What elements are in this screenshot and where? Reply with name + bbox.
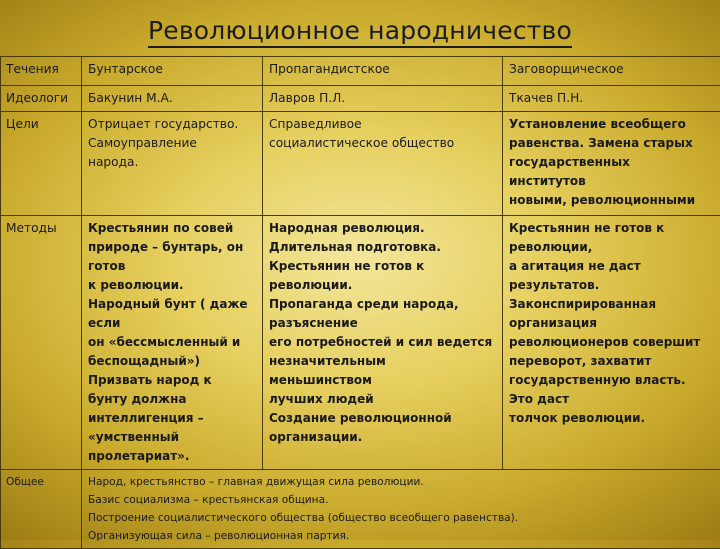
cell-line: бунту должна [88,390,257,409]
cell-line: «умственный [88,428,257,447]
row-label-methods: Методы [1,216,82,470]
goals-propagandistskoe [263,112,503,216]
cell-line: беспощадный») [88,352,257,371]
cell-line: государственных [509,153,715,172]
slide-title [0,16,720,45]
cell-line: социалистическое общество [269,134,497,153]
cell-line: Народный бунт ( даже [88,295,257,314]
cell-line: революции. [269,276,497,295]
cell-line: Крестьянин не готов к [509,219,715,238]
narodnichestvo-table [0,56,720,549]
ideologue-bakunin: Бакунин М.А. [82,86,263,112]
cell-line: организации. [269,428,497,447]
cell-line: организация [509,314,715,333]
slide-title-text: Революционное народничество [148,16,572,48]
cell-line: народа. [88,153,257,172]
header-cell-propagandistskoe: Пропагандистское [263,57,503,86]
cell-line: переворот, захватит [509,352,715,371]
cell-line: Крестьянин по совей [88,219,257,238]
cell-line: его потребностей и сил ведется [269,333,497,352]
cell-line: незначительным [269,352,497,371]
cell-line: революции, [509,238,715,257]
cell-line: равенства. Замена старых [509,134,715,153]
table-row-ideologues [1,86,720,112]
methods-propagandistskoe [263,216,503,470]
cell-line: к революции. [88,276,257,295]
header-cell-buntarskoe: Бунтарское [82,57,263,86]
row-label-general: Общее [1,470,82,549]
cell-line: толчок революции. [509,409,715,428]
general-summary [82,470,720,549]
cell-line: готов [88,257,257,276]
table-row-general [1,470,720,549]
cell-line: Отрицает государство. [88,115,257,134]
cell-line: Длительная подготовка. [269,238,497,257]
goals-buntarskoe [82,112,263,216]
ideologue-tkachev: Ткачев П.Н. [503,86,720,112]
cell-line: природе – бунтарь, он [88,238,257,257]
row-label-ideologues: Идеологи [1,86,82,112]
cell-line: Призвать народ к [88,371,257,390]
cell-line: Народная революция. [269,219,497,238]
cell-line: результатов. [509,276,715,295]
cell-line: Народ, крестьянство – главная движущая сила революции. [88,473,715,491]
row-label-currents: Течения [1,57,82,86]
table-row-goals [1,112,720,216]
cell-line: государственную власть. [509,371,715,390]
cell-line: пролетариат». [88,447,257,466]
ideologue-lavrov: Лавров П.Л. [263,86,503,112]
cell-line: если [88,314,257,333]
cell-line: а агитация не даст [509,257,715,276]
cell-line: меньшинством [269,371,497,390]
cell-line: Справедливое [269,115,497,134]
cell-line: Создание революционной [269,409,497,428]
cell-line: Пропаганда среди народа, [269,295,497,314]
cell-line: разъяснение [269,314,497,333]
table-row-header [1,57,720,86]
cell-line: Базис социализма – крестьянская община. [88,491,715,509]
cell-line: Крестьянин не готов к [269,257,497,276]
cell-line: Построение социалистического общества (общество всеобщего равенства). [88,509,715,527]
cell-line: Это даст [509,390,715,409]
cell-line: он «бессмысленный и [88,333,257,352]
goals-zagovorshcheskoe [503,112,720,216]
header-cell-zagovorshcheskoe: Заговорщическое [503,57,720,86]
cell-line: Установление всеобщего [509,115,715,134]
cell-line: лучших людей [269,390,497,409]
methods-zagovorshcheskoe [503,216,720,470]
cell-line: Организующая сила – революционная партия. [88,527,715,545]
cell-line: революционеров совершит [509,333,715,352]
cell-line: интеллигенция – [88,409,257,428]
row-label-goals: Цели [1,112,82,216]
cell-line: институтов [509,172,715,191]
cell-line: новыми, революционными [509,191,715,210]
methods-buntarskoe [82,216,263,470]
table-row-methods [1,216,720,470]
cell-line: Законспирированная [509,295,715,314]
cell-line: Самоуправление [88,134,257,153]
